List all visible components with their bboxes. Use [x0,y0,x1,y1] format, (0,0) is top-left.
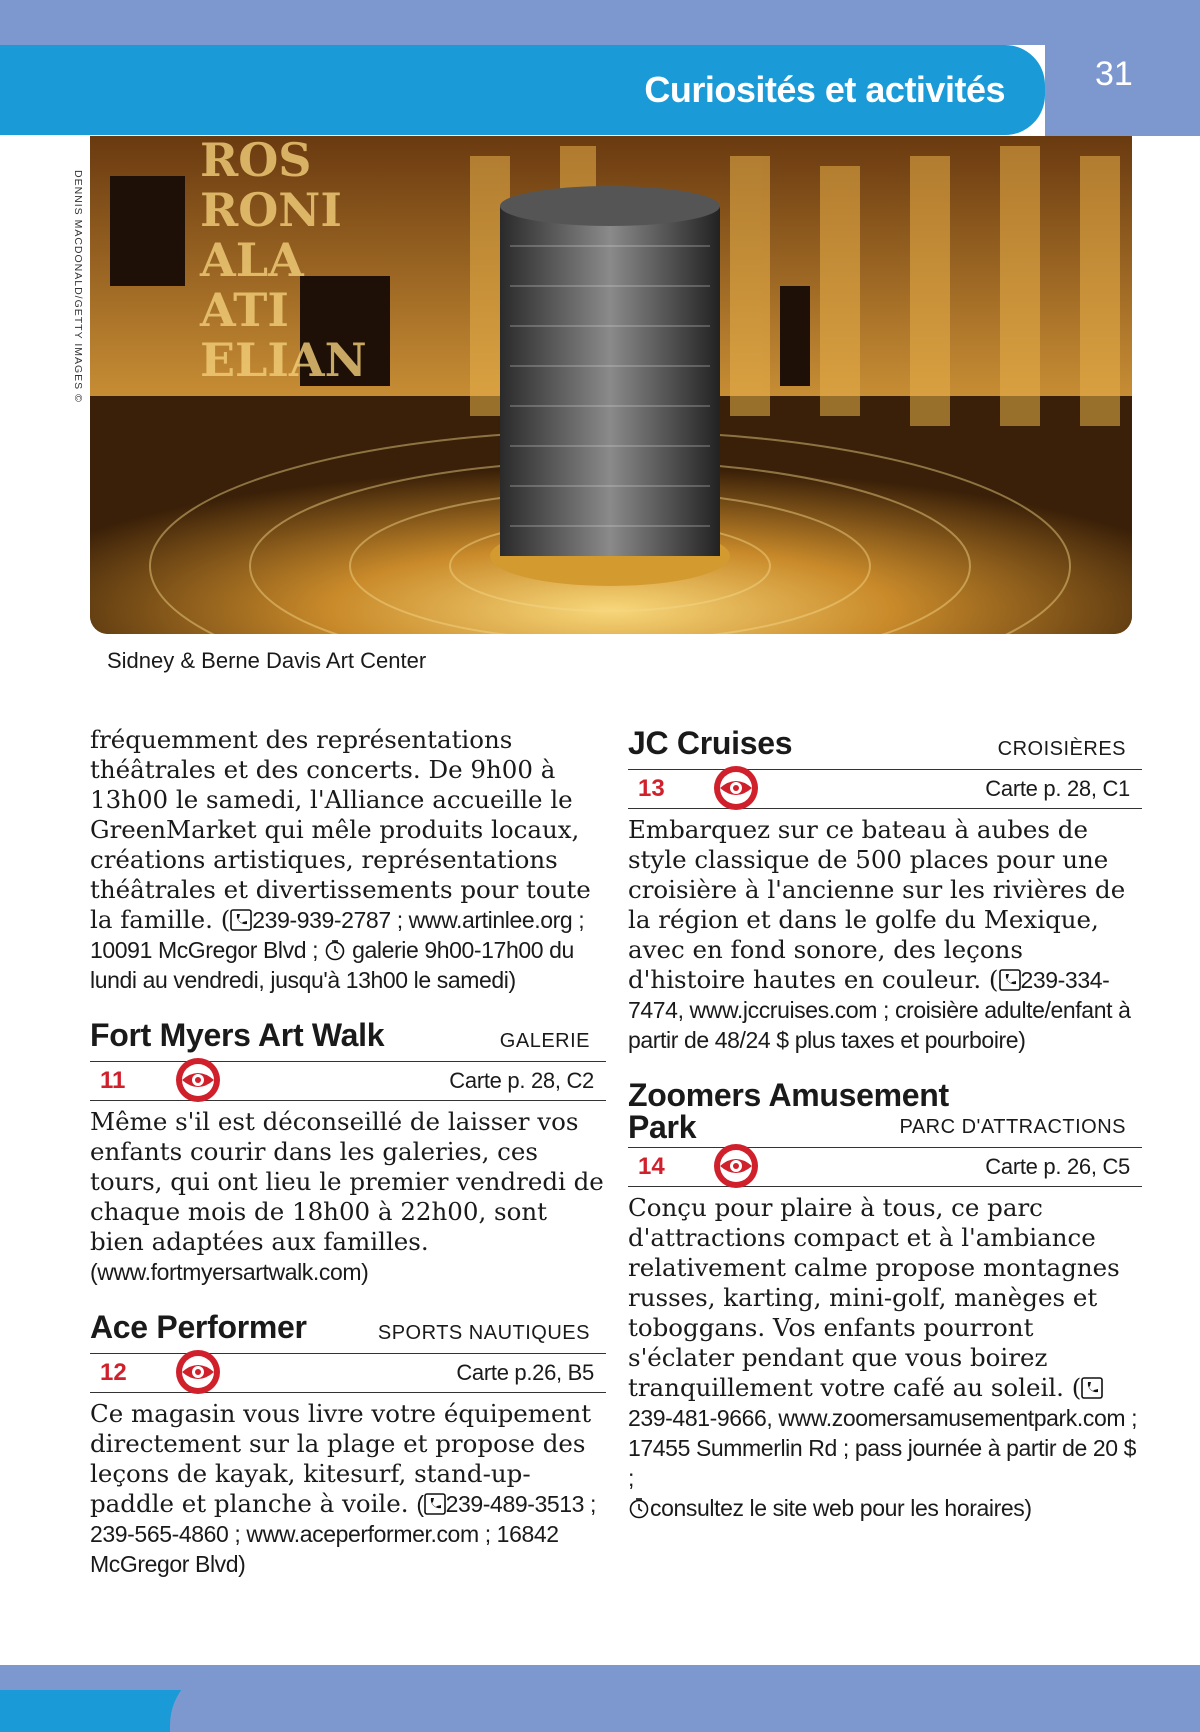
entry-ace-performer [90,1309,606,1579]
entry-description: Embarquez sur ce bateau à aubes de style classique de 500 places pour une croisière à l'ancienne sur les rivières de la région et dans le golfe du Mexique, avec en fond sonore, des leçons d'histoire hautes en couleur. ( 239-334-7474, www.jccruises.com ; croisière adulte/enfant à partir de 48/24 $ plus taxes et pourboire) [628,815,1131,1053]
page-number: 31 [1095,55,1133,93]
entry-map-ref: Carte p. 26, C5 [985,1154,1130,1179]
phone-icon [1081,1377,1103,1399]
phone-icon [424,1493,446,1515]
entry-description: Ce magasin vous livre votre équipement directement sur la plage et propose des leçons de kayak, kitesurf, stand-up-paddle et planche à voile. ( 239-489-3513 ; 239-565-4860 ; www.aceperformer.com ; 16842 McGregor Blvd) [90,1399,597,1577]
entry-number: 12 [100,1359,127,1386]
target-icon [712,764,760,812]
entry-number: 11 [100,1067,126,1094]
entry-map-ref: Carte p. 28, C1 [985,776,1130,801]
section-header [0,45,1045,135]
svg-text:ATI: ATI [200,283,289,337]
entry-ref-row [628,769,1142,809]
entry-hours: consultez le site web pour les horaires) [650,1495,1032,1521]
entry-jc-cruises [628,725,1142,1055]
svg-text:ELIAN: ELIAN [200,333,367,387]
target-icon [174,1056,222,1104]
entry-map-ref: Carte p.26, B5 [456,1360,594,1385]
photo-caption: Sidney & Berne Davis Art Center [107,648,427,673]
entry-category: CROISIÈRES [997,738,1126,760]
svg-text:ROS: ROS [200,136,312,187]
svg-text:RONI: RONI [200,183,342,237]
entry-description: Conçu pour plaire à tous, ce parc d'attractions compact et à l'ambiance relativement calme propose montagnes russes, karting, mini-golf, manèges et toboggans. Vos enfants pourront s'éclater pendant que vous boirez tranquillement votre café au soleil. (239-481-9666, www.zoomersamusementpark.com ; 17455 Summerlin Rd ; pass journée à partir de 20 $ ; consultez le site web pour les horaires) [628,1193,1138,1521]
phone-icon [230,909,252,931]
entry-category: PARC D'ATTRACTIONS [899,1116,1126,1138]
right-column [628,725,1142,1523]
continuation-paragraph: fréquemment des représentations théâtrales et des concerts. De 9h00 à 13h00 le samedi, l'Alliance accueille le GreenMarket qui mêle produits locaux, créations artistiques, représentations théâtrales et divertissements pour toute la famille. ( 239-939-2787 ; www.artinlee.org ; 10091 McGregor Blvd ; galerie 9h00-17h00 du lundi au vendredi, jusqu'à 13h00 le samedi) [90,725,591,993]
bottom-curve [170,1665,1200,1732]
target-icon [712,1142,760,1190]
photo-credit: DENNIS MACDONALD/GETTY IMAGES © [72,170,84,403]
entry-info: 239-489-3513 ; 239-565-4860 ; www.aceperformer.com ; 16842 McGregor Blvd) [90,1491,597,1577]
entry-category: GALERIE [499,1030,590,1052]
entry-title: JC Cruises [628,725,793,761]
entry-fort-myers-art-walk [90,1017,606,1287]
entry-zoomers-amusement-park [628,1077,1142,1523]
entry-title: Zoomers Amusement Park [628,1077,949,1145]
art-center-photo [90,136,1132,634]
entry-info: 239-334-7474, www.jccruises.com ; croisière adulte/enfant à partir de 48/24 $ plus taxes et pourboire) [628,967,1131,1053]
entry-info: (www.fortmyersartwalk.com) [90,1259,369,1285]
clock-icon [324,939,346,961]
entry-ref-row [90,1353,606,1393]
entry-category: SPORTS NAUTIQUES [377,1322,590,1344]
entry-info: 239-481-9666, www.zoomersamusementpark.com ; 17455 Summerlin Rd ; pass journée à partir de 20 $ ; [628,1405,1138,1491]
entry-ref-row [90,1061,606,1101]
continuation-phone: 239-939-2787 ; www.artinlee.org ; 10091 McGregor Blvd ; [90,907,585,963]
continuation-hours: galerie 9h00-17h00 du lundi au vendredi, jusqu'à 13h00 le samedi) [90,937,574,993]
entry-ref-row [628,1147,1142,1187]
entry-title: Ace Performer [90,1309,307,1345]
target-icon [174,1348,222,1396]
section-title: Curiosités et activités [644,69,1005,110]
svg-text:ALA: ALA [200,233,304,287]
entry-title: Fort Myers Art Walk [90,1017,385,1053]
entry-number: 14 [638,1153,665,1180]
entry-map-ref: Carte p. 28, C2 [449,1068,594,1093]
left-column [90,725,606,1579]
entry-description: Même s'il est déconseillé de laisser vos enfants courir dans les galeries, ces tours, qui ont lieu le premier vendredi de chaque mois de 18h00 à 22h00, sont bien adaptées aux familles. (www.fortmyersartwalk.com) [90,1107,604,1285]
top-band [0,0,1200,45]
entry-number: 13 [638,775,665,802]
clock-icon [628,1497,650,1519]
phone-icon [999,969,1021,991]
